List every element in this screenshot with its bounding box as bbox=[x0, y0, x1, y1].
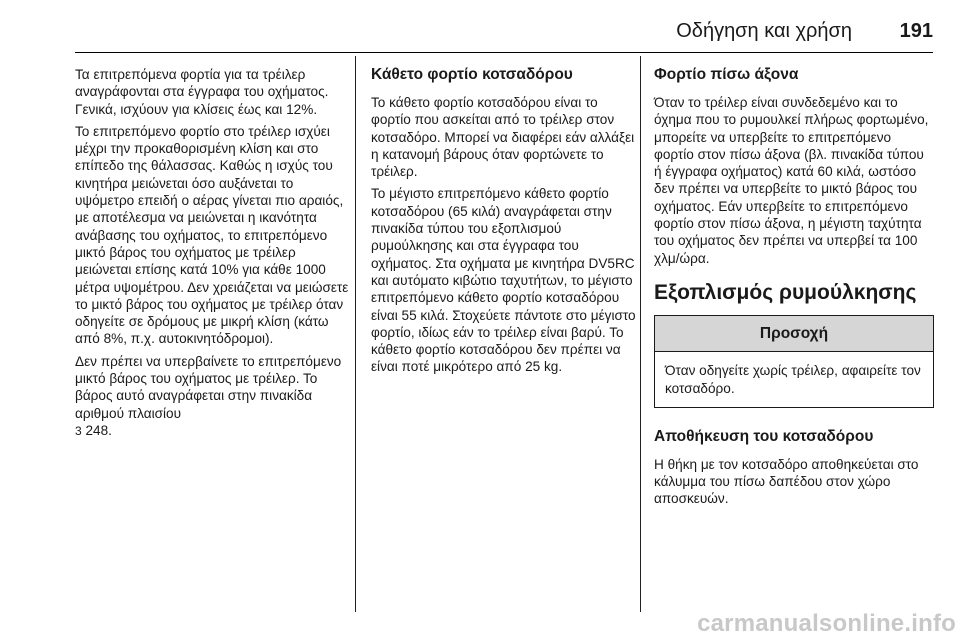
section-heading: Κάθετο φορτίο κοτσαδόρου bbox=[371, 66, 573, 83]
running-header-title: Οδήγηση και χρήση bbox=[676, 20, 852, 42]
paragraph-text: Δεν πρέπει να υπερβαίνετε το επιτρεπόμενο μικτό βάρος του οχήματος με τρέιλερ. Το βάρος αυτό αναγράφεται στην πινακίδα αριθμού πλαισίου bbox=[75, 353, 342, 421]
section-heading: Αποθήκευση του κοτσαδόρου bbox=[654, 427, 874, 445]
cross-reference-link[interactable] bbox=[75, 423, 112, 438]
caution-box bbox=[654, 315, 934, 408]
paragraph: Το επιτρεπόμενο φορτίο στο τρέιλερ ισχύει μέχρι την προκαθορισμένη κλίση και στο επίπεδο της θάλασσας. Καθώς η ισχύς του κινητήρα μειώνεται όσο αυξάνεται το υψόμετρο επειδή ο αέρας γίνεται πιο αραιός, με αποτέλεσμα να μειώνεται η ικανότητα ανάβασης του οχήματος, το επιτρεπόμενο μικτό βάρος του οχήματος με τρέιλερ μειώνεται επίσης κατά 10% για κάθε 1000 μέτρα υψομέτρου. Δεν χρειάζεται να μειώσετε το μικτό βάρος του οχήματος με τρέιλερ όταν οδηγείτε σε δρόμους με μικρή κλίση (κάτω από 8%, π.χ. αυτοκινητόδρομοι). bbox=[75, 123, 349, 347]
reference-arrow-icon: 3 bbox=[75, 423, 82, 438]
column-2 bbox=[371, 66, 636, 381]
column-1 bbox=[75, 66, 353, 445]
paragraph bbox=[75, 353, 353, 440]
section-heading: Φορτίο πίσω άξονα bbox=[654, 66, 799, 83]
paragraph: Όταν το τρέιλερ είναι συνδεδεμένο και το όχημα που το ρυμουλκεί πλήρως φορτωμένο, μπορείτε να υπερβείτε το επιτρεπόμενο φορτίο στον πίσω άξονα (βλ. πινακίδα τύπου ή έγγραφα οχήματος) κατά 60 κιλά, ωστόσο δεν πρέπει να υπερβείτε το μικτό βάρος του οχήματος. Εάν υπερβείτε το επιτρεπόμενο φορτίο στον πίσω άξονα, η μέγιστη ταχύτητα του οχήματος δεν πρέπει να υπερβεί τα 100 χλμ/ώρα. bbox=[654, 95, 929, 266]
paragraph: Το κάθετο φορτίο κοτσαδόρου είναι το φορτίο που ασκείται από το τρέιλερ στον κοτσαδόρο. Μπορεί να διαφέρει εάν αλλάξει η κατανομή βάρους όταν φορτώνετε το τρέιλερ. bbox=[371, 95, 635, 180]
paragraph: Το μέγιστο επιτρεπόμενο κάθετο φορτίο κοτσαδόρου (65 κιλά) αναγράφεται στην πινακίδα τύπου του εξοπλισμού ρυμούλκησης και στα έγγραφα του οχήματος. Στα οχήματα με κινητήρα DV5RC και αυτόματο κιβώτιο ταχυτήτων, το μέγιστο επιτρεπόμενο κάθετο φορτίο κοτσαδόρου είναι 55 κιλά. Στοχεύετε πάντοτε στο μέγιστο φορτίο, ιδίως εάν το τρέιλερ είναι βαρύ. Το κάθετο φορτίο κοτσαδόρου δεν πρέπει να είναι ποτέ μικρότερο από 25 kg. bbox=[371, 186, 636, 375]
caution-title: Προσοχή bbox=[655, 316, 933, 352]
reference-page: 248. bbox=[81, 422, 112, 438]
column-3 bbox=[654, 66, 934, 513]
watermark: carmanualsonline.info bbox=[697, 610, 956, 637]
column-divider-2 bbox=[640, 56, 641, 612]
header-divider bbox=[75, 52, 933, 53]
column-divider-1 bbox=[355, 56, 356, 612]
paragraph: Η θήκη με τον κοτσαδόρο αποθηκεύεται στο κάλυμμα του πίσω δαπέδου στον χώρο αποσκευών. bbox=[654, 456, 919, 507]
paragraph: Τα επιτρεπόμενα φορτία για τα τρέιλερ αναγράφονται στα έγγραφα του οχήματος. Γενικά, ισχύουν για κλίσεις έως και 12%. bbox=[75, 67, 329, 117]
page-number: 191 bbox=[899, 20, 933, 42]
chapter-heading: Εξοπλισμός ρυμούλκησης bbox=[654, 280, 917, 304]
caution-text: Όταν οδηγείτε χωρίς τρέιλερ, αφαιρείτε τον κοτσαδόρο. bbox=[665, 363, 921, 396]
